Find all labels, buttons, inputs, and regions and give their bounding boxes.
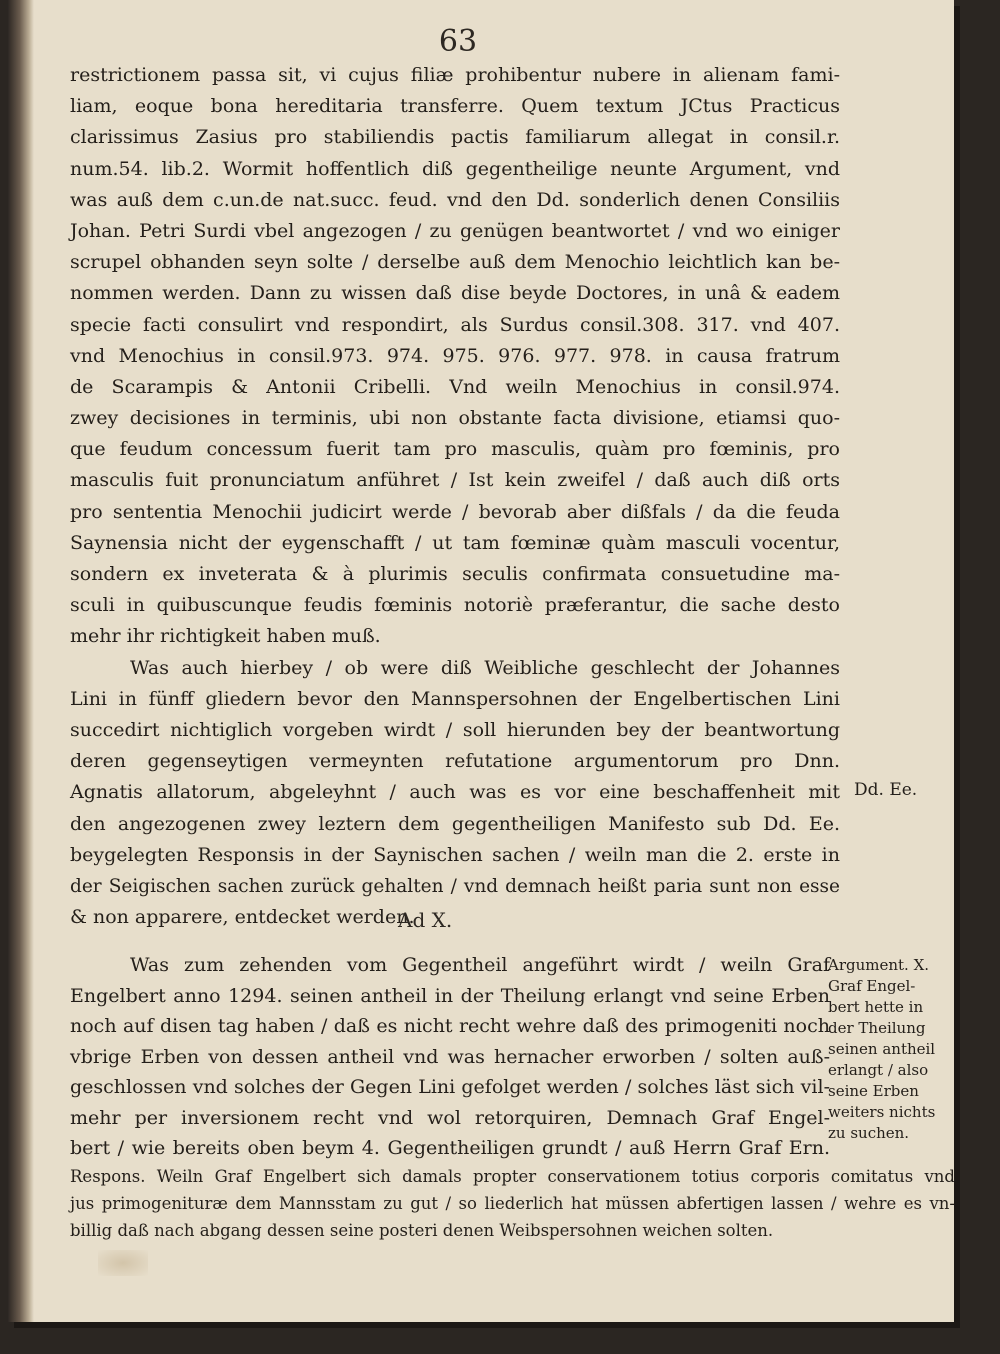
text-line: de Scarampis & Antonii Cribelli. Vnd weiln Menochius in consil.974. <box>70 375 840 398</box>
text-line: Was auch hierbey / ob were diß Weibliche geschlecht der Johannes <box>130 656 840 679</box>
text-line: was auß dem c.un.de nat.succ. feud. vnd den Dd. sonderlich denen Consiliis <box>70 188 840 211</box>
text-line: Was zum zehenden vom Gegentheil angeführt wirdt / weiln Graf <box>130 954 830 976</box>
margin-note-line: der Theilung <box>828 1019 926 1037</box>
text-line: sondern ex inveterata & à plurimis seculis confirmata consuetudine ma- <box>70 563 840 585</box>
text-line: succedirt nichtiglich vorgeben wirdt / soll hierunden bey der beantwortung <box>70 718 840 741</box>
text-line: scrupel obhanden seyn solte / derselbe auß dem Menochio leichtlich kan be- <box>70 251 840 274</box>
page-number: 63 <box>438 24 478 59</box>
text-line: mehr ihr richtigkeit haben muß. <box>70 625 381 648</box>
text-line: specie facti consulirt vnd respondirt, als Surdus consil.308. 317. vnd 407. <box>70 313 840 336</box>
section-x-text <box>70 950 830 1164</box>
book-page <box>8 0 954 1322</box>
text-line: & non apparere, entdecket werden. <box>70 906 415 929</box>
text-line: geschlossen vnd solches der Gegen Lini gefolget werden / solches läst sich vil- <box>70 1076 830 1098</box>
book-binding <box>8 0 34 1322</box>
margin-note-line: zu suchen. <box>828 1124 910 1142</box>
text-line: Engelbert anno 1294. seinen antheil in der Theilung erlangt vnd seine Erben <box>70 984 830 1007</box>
margin-note-line: Graf Engel- <box>828 977 916 995</box>
text-line: der Seigischen sachen zurück gehalten / vnd demnach heißt paria sunt non esse <box>70 875 840 897</box>
text-line: beygelegten Responsis in der Saynischen sachen / weiln man die 2. erste in <box>70 843 840 866</box>
text-line: zwey decisiones in terminis, ubi non obstante facta divisione, etiamsi quo- <box>70 407 840 430</box>
margin-note-argument-x <box>828 955 956 1144</box>
margin-note-line: seine Erben <box>828 1082 919 1100</box>
paper-stain <box>98 1250 148 1276</box>
text-line: deren gegenseytigen vermeynten refutatione argumentorum pro Dnn. <box>70 750 840 773</box>
margin-note-dd-ee: Dd. Ee. <box>854 780 918 800</box>
text-line: mehr per inversionem recht vnd wol retorquiren, Demnach Graf Engel- <box>70 1106 830 1129</box>
text-line: vbrige Erben von dessen antheil vnd was hernacher erworben / solten auß- <box>70 1045 830 1068</box>
text-line: vnd Menochius in consil.973. 974. 975. 976. 977. 978. in causa fratrum <box>70 344 840 367</box>
text-line: num.54. lib.2. Wormit hoffentlich diß gegentheilige neunte Argument, vnd <box>70 157 840 180</box>
text-line: masculis fuit pronunciatum anführet / Ist kein zweifel / daß auch diß orts <box>70 469 840 492</box>
section-heading: Ad X. <box>398 908 453 932</box>
text-line: que feudum concessum fuerit tam pro masculis, quàm pro fœminis, pro <box>70 438 840 461</box>
text-line: Johan. Petri Surdi vbel angezogen / zu genügen beantwortet / vnd wo einiger <box>70 219 840 242</box>
margin-note-line: erlangt / also <box>828 1061 929 1079</box>
text-line: nommen werden. Dann zu wissen daß dise beyde Doctores, in unâ & eadem <box>70 282 840 305</box>
margin-note-line: bert hette in <box>828 998 924 1016</box>
text-line: restrictionem passa sit, vi cujus filiæ prohibentur nubere in alienam fami- <box>70 64 840 86</box>
margin-note-line: Argument. X. <box>828 956 930 974</box>
text-line: clarissimus Zasius pro stabiliendis pactis familiarum allegat in consil.r. <box>70 126 840 149</box>
text-line: Saynensia nicht der eygenschafft / ut tam fœminæ quàm masculi vocentur, <box>70 531 840 554</box>
text-line: Lini in fünff gliedern bevor den Mannspersohnen der Engelbertischen Lini <box>70 687 840 710</box>
text-line: noch auf disen tag haben / daß es nicht recht wehre daß des primogeniti noch <box>70 1015 830 1037</box>
text-line: bert / wie bereits oben beym 4. Gegentheiligen grundt / auß Herrn Graf Ern. <box>70 1137 830 1159</box>
text-line: pro sententia Menochii judicirt werde / bevorab aber dißfals / da die feuda <box>70 500 840 523</box>
margin-note-line: seinen antheil <box>828 1040 936 1058</box>
text-line: jus primogenituræ dem Mannsstam zu gut / so liederlich hat müssen abfertigen lassen / wehre es vn- <box>70 1194 955 1213</box>
text-line: billig daß nach abgang dessen seine posteri denen Weibspersohnen weichen solten. <box>70 1221 774 1240</box>
text-line: sculi in quibuscunque feudis fœminis notoriè præferantur, die sache desto <box>70 594 840 617</box>
text-line: liam, eoque bona hereditaria transferre. Quem textum JCtus Practicus <box>70 95 840 118</box>
text-line: den angezogenen zwey leztern dem gegentheiligen Manifesto sub Dd. Ee. <box>70 812 840 835</box>
main-text-block <box>70 60 840 933</box>
response-paragraph <box>70 1163 955 1244</box>
text-line: Agnatis allatorum, abgeleyhnt / auch was es vor eine beschaffenheit mit <box>70 781 840 804</box>
text-line: Respons. Weiln Graf Engelbert sich damals propter conservationem totius corporis comitatus vnd <box>70 1167 955 1186</box>
margin-note-line: weiters nichts <box>828 1103 936 1121</box>
